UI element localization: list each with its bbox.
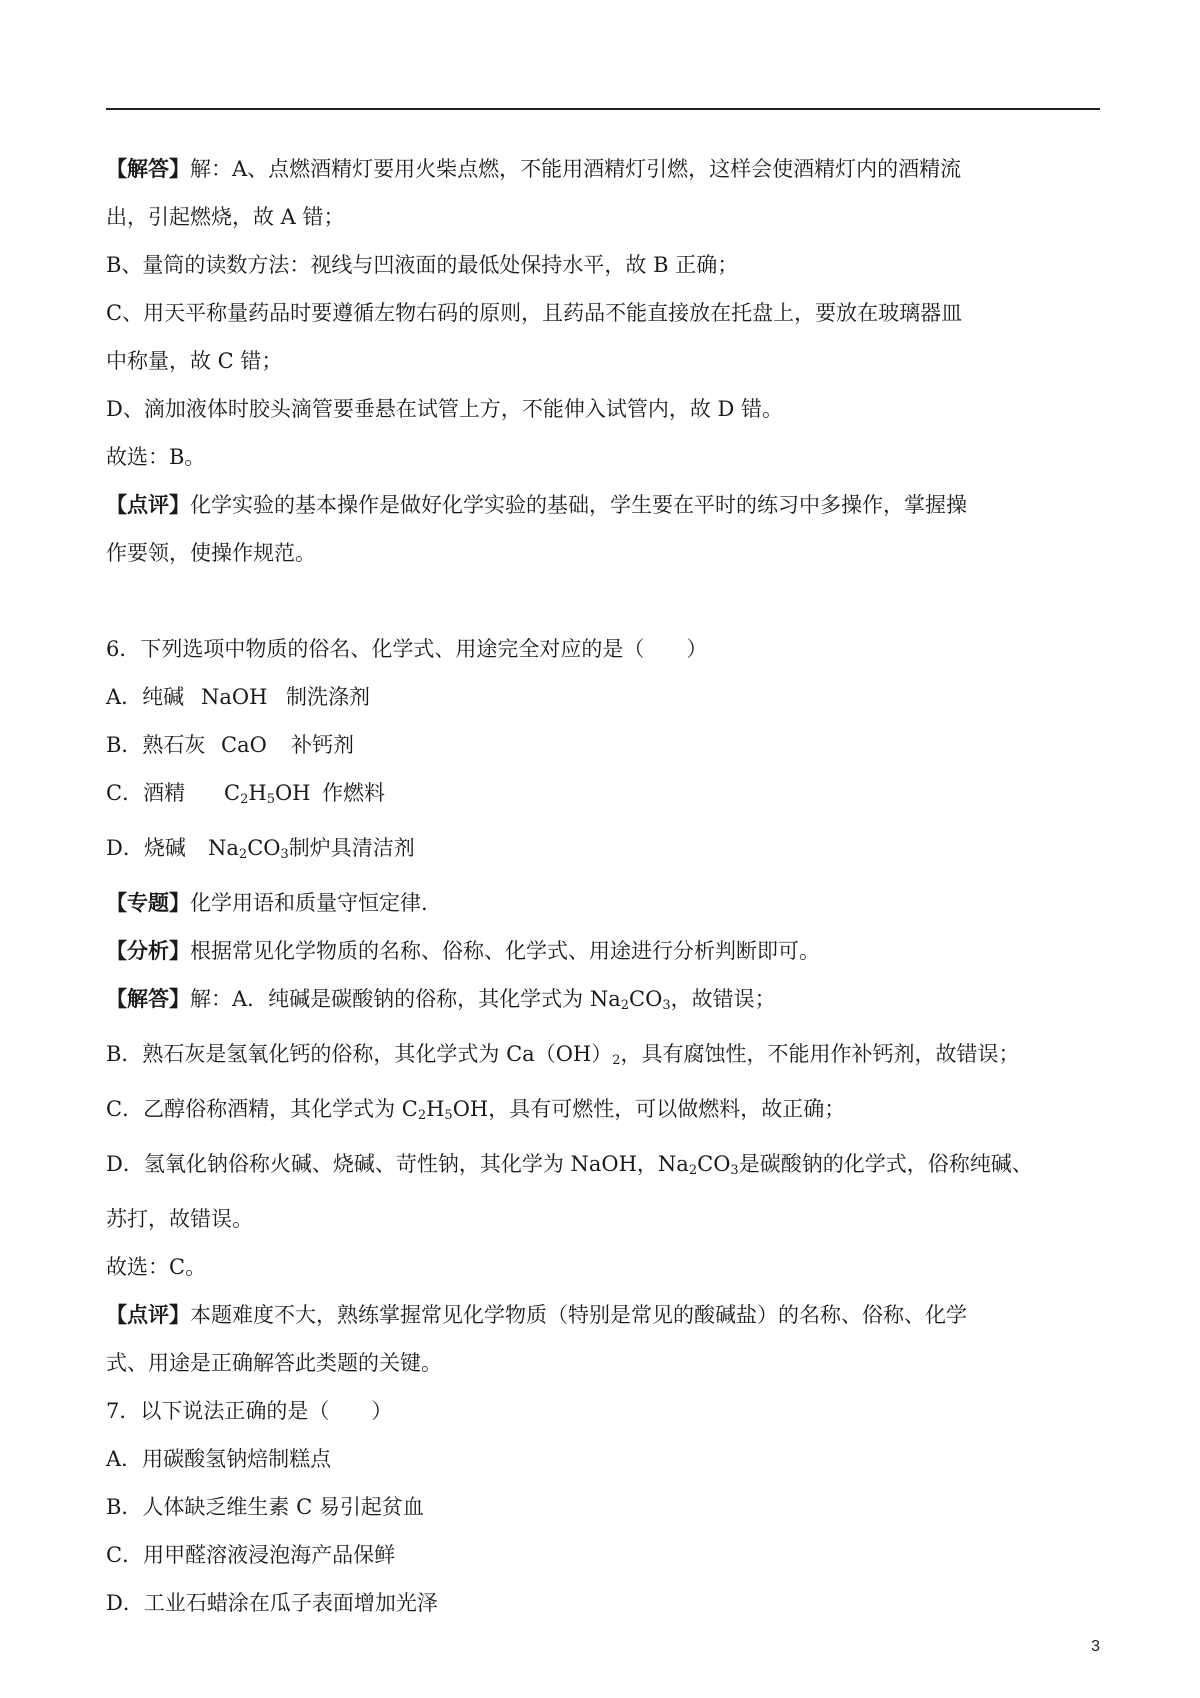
prev-answer-b: B、量筒的读数方法：视线与凹液面的最低处保持水平，故 B 正确； — [106, 253, 739, 277]
q6-answer-b — [106, 1030, 1100, 1085]
text: D．氢氧化钠俗称火碱、烧碱、苛性钠，其化学为 NaOH，Na — [106, 1152, 689, 1176]
review-tag: 【点评】 — [106, 1303, 190, 1327]
subscript: 5 — [444, 1108, 453, 1123]
header-rule — [106, 108, 1100, 110]
text: 根据常见化学物质的名称、俗称、化学式、用途进行分析判断即可。 — [190, 939, 820, 963]
q7-option-d: D．工业石蜡涂在瓜子表面增加光泽 — [106, 1591, 438, 1615]
subscript: 2 — [238, 847, 248, 862]
option-label: C．酒精 — [106, 781, 186, 805]
text: B．熟石灰是氢氧化钙的俗称，其化学式为 Ca（OH） — [106, 1042, 613, 1066]
prev-answer-c1: C、用天平称量药品时要遵循左物右码的原则，且药品不能直接放在托盘上，要放在玻璃器皿 — [106, 301, 963, 325]
prev-review-line2: 作要领，使操作规范。 — [106, 541, 316, 565]
option-formula: NaOH — [201, 685, 268, 709]
subscript: 2 — [620, 998, 630, 1013]
prev-answer-line1b: 出，引起燃烧，故 A 错； — [106, 205, 345, 229]
text: H — [426, 1097, 445, 1121]
subscript: 3 — [280, 847, 289, 862]
formula-part: C — [224, 781, 241, 805]
text: ，故错误； — [670, 987, 776, 1011]
q7-option-b: B．人体缺乏维生素 C 易引起贫血 — [106, 1495, 424, 1519]
review-tag: 【点评】 — [106, 493, 190, 517]
subscript: 2 — [688, 1163, 698, 1178]
q6-choice: 故选：C。 — [106, 1255, 207, 1279]
option-label: B．熟石灰 — [106, 733, 206, 757]
q6-stem: 6．下列选项中物质的俗名、化学式、用途完全对应的是（ ） — [106, 637, 708, 661]
answer-tag: 【解答】 — [106, 987, 190, 1011]
prev-answer-line1 — [106, 145, 1100, 193]
q6-answer-a — [106, 975, 1100, 1030]
q6-option-d — [106, 824, 1100, 879]
q6-review-line2: 式、用途是正确解答此类题的关键。 — [106, 1351, 442, 1375]
option-formula — [208, 836, 289, 860]
text: 化学用语和质量守恒定律. — [190, 891, 428, 915]
text: CO — [629, 987, 663, 1011]
q6-review-line1 — [106, 1291, 1100, 1339]
q6-answer-d-line2: 苏打，故错误。 — [106, 1207, 253, 1231]
option-label: A．纯碱 — [106, 685, 185, 709]
prev-answer-c2: 中称量，故 C 错； — [106, 349, 283, 373]
q6-option-c — [106, 769, 1100, 824]
text: ，具有腐蚀性，不能用作补钙剂，故错误； — [620, 1042, 1020, 1066]
spacer — [106, 577, 1100, 625]
text: OH，具有可燃性，可以做燃料，故正确； — [452, 1097, 846, 1121]
prev-review-line1 — [106, 481, 1100, 529]
topic-tag: 【专题】 — [106, 891, 190, 915]
formula-part: CO — [247, 836, 281, 860]
q6-answer-d — [106, 1140, 1100, 1195]
option-use: 作燃料 — [322, 781, 385, 805]
subscript: 5 — [266, 792, 275, 807]
option-formula — [224, 769, 322, 824]
page-number: 3 — [1091, 1638, 1100, 1655]
subscript: 2 — [612, 1053, 621, 1068]
text: 本题难度不大，熟练掌握常见化学物质（特别是常见的酸碱盐）的名称、俗称、化学 — [190, 1303, 967, 1327]
q7-option-a: A．用碳酸氢钠焙制糕点 — [106, 1447, 332, 1471]
text: 解：A．纯碱是碳酸钠的俗称，其化学式为 Na — [190, 987, 621, 1011]
q6-topic — [106, 879, 1100, 927]
subscript: 3 — [730, 1163, 739, 1178]
text: 是碳酸钠的化学式，俗称纯碱、 — [738, 1152, 1033, 1176]
subscript: 3 — [662, 998, 671, 1013]
q7-option-c: C．用甲醛溶液浸泡海产品保鲜 — [106, 1543, 396, 1567]
option-label: D．烧碱 — [106, 836, 186, 860]
formula-part: H — [248, 781, 267, 805]
q6-option-a — [106, 673, 1100, 721]
text: C．乙醇俗称酒精，其化学式为 C — [106, 1097, 418, 1121]
formula-part: Na — [208, 836, 239, 860]
prev-answer-choice: 故选：B。 — [106, 445, 206, 469]
q7-stem: 7．以下说法正确的是（ ） — [106, 1399, 393, 1423]
subscript: 2 — [417, 1108, 427, 1123]
q6-analysis — [106, 927, 1100, 975]
formula-part: OH — [274, 781, 311, 805]
text: 解：A、点燃酒精灯要用火柴点燃，不能用酒精灯引燃，这样会使酒精灯内的酒精流 — [190, 157, 962, 181]
text: CO — [697, 1152, 731, 1176]
option-use: 制洗涤剂 — [286, 685, 370, 709]
option-use: 补钙剂 — [291, 733, 354, 757]
page-body — [106, 145, 1100, 1627]
text: 化学实验的基本操作是做好化学实验的基础，学生要在平时的练习中多操作，掌握操 — [190, 493, 967, 517]
answer-tag: 【解答】 — [106, 157, 190, 181]
q6-option-b — [106, 721, 1100, 769]
subscript: 2 — [240, 792, 249, 807]
q6-answer-c — [106, 1085, 1100, 1140]
option-use: 制炉具清洁剂 — [288, 836, 415, 860]
analysis-tag: 【分析】 — [106, 939, 190, 963]
option-formula: CaO — [221, 733, 267, 757]
prev-answer-d: D、滴加液体时胶头滴管要垂悬在试管上方，不能伸入试管内，故 D 错。 — [106, 397, 784, 421]
